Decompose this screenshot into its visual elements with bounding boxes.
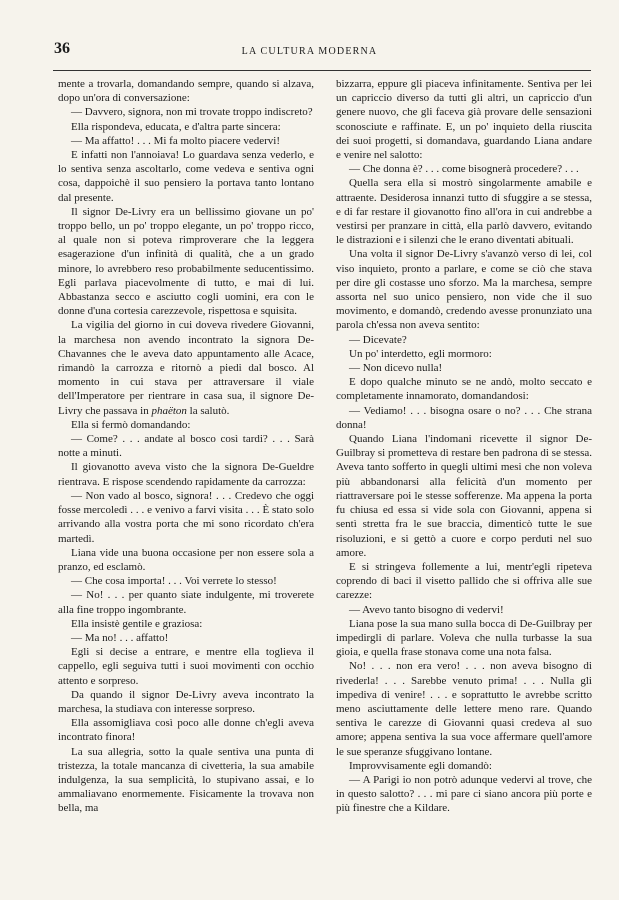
paragraph: — Che cosa importa! . . . Voi verrete lo stesso! bbox=[71, 575, 277, 588]
paragraph: — Come? . . . andate al bosco così tardi? . . . Sarà notte a minuti. bbox=[58, 433, 314, 460]
italic-word: phaëton bbox=[151, 404, 187, 417]
paragraph: E infatti non l'annoiava! Lo guardava senza vederlo, e lo sentiva senza ascoltarlo, come vedeva e sentiva ogni cosa, dappoichè il suo pensiero la portava tanto lontano dal presente. bbox=[58, 149, 314, 204]
paragraph: — Che donna è? . . . come bisognerà procedere? . . . bbox=[349, 163, 579, 176]
paragraph: — Avevo tanto bisogno di vedervi! bbox=[349, 603, 504, 616]
paragraph: Liana pose la sua mano sulla bocca di De-Guilbray per impedirgli di parlare. Voleva che nulla turbasse la sua gioia, e quella frase stonava come una nota falsa. bbox=[336, 617, 592, 659]
paragraph: Il giovanotto aveva visto che la signora De-Gueldre rientrava. E rispose scendendo rapidamente da carrozza: bbox=[58, 461, 314, 488]
page-number: 36 bbox=[54, 40, 70, 57]
paragraph: Liana vide una buona occasione per non essere sola a pranzo, ed esclamò. bbox=[58, 546, 314, 573]
paragraph: mente a trovarla, domandando sempre, quando si alzava, dopo un'ora di conversazione: bbox=[58, 78, 314, 105]
paragraph: — A Parigi io non potrò adunque vedervi al trove, che in questo salotto? . . . mi pare ci siano ancora più porte e più finestre che a Kildare. bbox=[336, 773, 592, 815]
right-column bbox=[336, 77, 592, 816]
paragraph bbox=[58, 318, 314, 417]
paragraph: — Non vado al bosco, signora! . . . Credevo che oggi fosse mercoledì . . . e venivo a farvi visita . . . È stato solo arrivando alla vostra porta che mi sono ricordato ch'era martedì. bbox=[58, 489, 314, 545]
paragraph: — Davvero, signora, non mi trovate troppo indiscreto? bbox=[71, 106, 313, 119]
paragraph: Ella assomigliava così poco alle donne ch'egli aveva incontrato finora! bbox=[58, 717, 314, 744]
paragraph: Egli si decise a entrare, e mentre ella toglieva il cappello, egli seguiva tutti i suoi movimenti con occhio attento e sorpreso. bbox=[58, 646, 314, 687]
paragraph: Il signor De-Livry era un bellissimo giovane un po' troppo bello, un po' troppo elegante, un po' troppo ricco, al quale non si poteva rimproverare che la leggera esagerazione d'un infinità di qualità, che a un grado minore, lo avrebbero reso probabilmente seducentissimo. Egli parlava piacevolmente di tutto, e mai di lui. Abbastanza secco e asciutto cogli uomini, era con le donne d'una cortesia carezzevole, rispettosa e squisita. bbox=[58, 205, 314, 318]
paragraph: E dopo qualche minuto se ne andò, molto seccato e completamente innamorato, domandandosi: bbox=[336, 376, 592, 403]
paragraph-text: La vigilia del giorno in cui doveva rivedere Giovanni, la marchesa non avendo incontrato la signora De-Chavannes che le aveva dato appuntamento alle Acace, rimandò la carrozza e ritornò a piedi dal bosco. Al momento in cui stava per attraversare il viale dell'Imperatore per rientrare in casa sua, il signore De-Livry che passava in bbox=[58, 319, 314, 417]
paragraph: Ella insistè gentile e graziosa: bbox=[71, 617, 203, 630]
paragraph: — No! . . . per quanto siate indulgente, mi troverete alla fine troppo ingombrante. bbox=[58, 589, 314, 616]
paragraph: — Ma no! . . . affatto! bbox=[71, 631, 169, 644]
paragraph: bizzarra, eppure gli piaceva infinitamente. Sentiva per lei un capriccio diverso da tutti gli altri, un capriccio d'un genere nuovo, che gli faceva già provare delle sensazioni sconosciute e raffinate. E, un po' inquieto della riuscita dei suoi progetti, si domandava, guardando Liana andare e venire nel salotto: bbox=[336, 78, 592, 162]
header-rule bbox=[53, 70, 591, 71]
paragraph-text: la salutò. bbox=[186, 404, 230, 417]
paragraph: — Vediamo! . . . bisogna osare o no? . . . Che strana donna! bbox=[336, 404, 592, 431]
paragraph: — Ma affatto! . . . Mi fa molto piacere vedervi! bbox=[71, 134, 281, 147]
paragraph: Ella si fermò domandando: bbox=[71, 418, 191, 431]
paragraph: Quando Liana l'indomani ricevette il signor De-Guilbray si prometteva di restare ben padrona di se stessa. Aveva tanto sofferto in quegli ultimi mesi che non voleva più abbandonarsi alla felicità d'un momento per riattraversare poi le stesse sofferenze. Ma appena la porta fu chiusa ed essa si vide sola con Giovanni, appena si sentì stretta fra le sue braccia, dimenticò tutte le sue risoluzioni, e si gettò a cuore e corpo perduti nel suo amore. bbox=[336, 433, 592, 559]
paragraph: Ella rispondeva, educata, e d'altra parte sincera: bbox=[71, 120, 281, 133]
paragraph: Improvvisamente egli domandò: bbox=[349, 759, 492, 772]
paragraph: No! . . . non era vero! . . . non aveva bisogno di rivederla! . . . Sarebbe venuto prima! . . . Nulla gli impediva di venire! . . . e soprattutto le avrebbe scritto meno asciuttamente delle lettere meno rare. Quando sentiva le carezze di Giovanni quasi credeva al suo amore; appena sentiva la sua voce affermare quell'amore le sue speranze sfuggivano lontane. bbox=[336, 660, 592, 758]
left-column bbox=[58, 77, 314, 816]
paragraph: Un po' interdetto, egli mormoro: bbox=[349, 347, 492, 360]
paragraph: E si stringeva follemente a lui, mentr'egli ripeteva coprendo di baci il visetto pallido che si offriva alle sue carezze: bbox=[336, 560, 592, 602]
paragraph: Una volta il signor De-Livry s'avanzò verso di lei, col viso inquieto, pronto a parlare, e come se ciò che stava per dire gli costasse uno sforzo. Ma la marchesa, sempre assorta nel suo unico pensiero, non vide che il suo movimento, e domandò, credendo avesse pronunziato una parola ch'essa non aveva sentito: bbox=[336, 248, 592, 332]
paragraph: — Dicevate? bbox=[349, 333, 407, 346]
paragraph: Quella sera ella si mostrò singolarmente amabile e attraente. Desiderosa innanzi tutto di sfuggire a se stessa, e di far restare il giovanotto fino all'ora in cui andrebbe a vestirsi per pranzare in città, ella parlò davvero, evitando le distrazioni e i silenzi che le erano diventati abituali. bbox=[336, 177, 592, 247]
running-head: LA CULTURA MODERNA bbox=[241, 46, 378, 57]
paragraph: Da quando il signor De-Livry aveva incontrato la marchesa, la studiava con interesse sorpreso. bbox=[58, 688, 314, 715]
paragraph: La sua allegria, sotto la quale sentiva una punta di tristezza, la totale mancanza di civetteria, la sua amabile indulgenza, la sua semplicità, lo stupivano assai, e lo ammaliavano enormemente. Fisicamente la trovava non bella, ma bbox=[58, 745, 314, 815]
paragraph: — Non dicevo nulla! bbox=[349, 362, 443, 375]
